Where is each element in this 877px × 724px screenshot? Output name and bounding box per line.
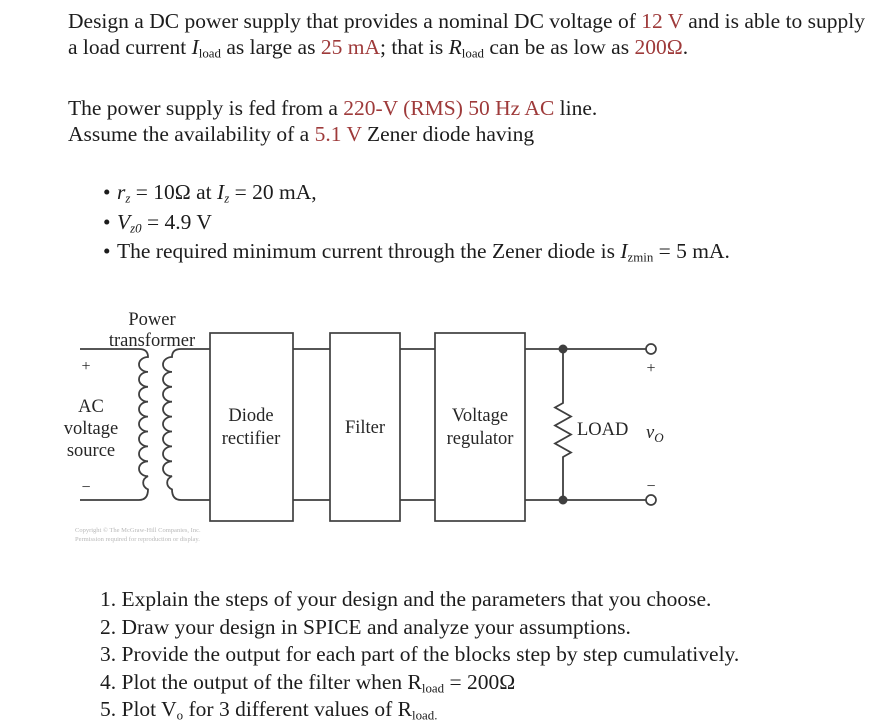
junction-dot xyxy=(559,496,566,503)
bullet-item xyxy=(103,237,730,267)
bullet-marker: • xyxy=(103,209,111,234)
task-list xyxy=(100,586,739,724)
output-voltage-label: $v_O$ xyxy=(646,423,664,445)
power-supply-block-diagram xyxy=(0,305,877,555)
supply-line-1: The power supply is fed from a 220-V (RMS) 50 Hz AC line. xyxy=(68,96,598,120)
load-label: LOAD xyxy=(577,420,629,440)
diode-rectifier-label-line2: rectifier xyxy=(221,429,281,449)
intro-line-2: a load current $I_{load}$ as large as 25 mA; that is $R_{load}$ can be as low as 200Ω. xyxy=(68,35,689,61)
task-item: 2. Draw your design in SPICE and analyze your assumptions. xyxy=(100,614,631,639)
source-minus-sign: − xyxy=(81,479,91,496)
bullet-text: The required minimum current through the Zener diode is $I_{zmin} = 5$ mA. xyxy=(117,239,730,265)
voltage-regulator-label-line2: regulator xyxy=(446,429,514,449)
task-item: 5. Plot $V_o$ for 3 different values of $R_{load.}$ xyxy=(100,697,438,723)
junction-dot xyxy=(559,345,566,352)
diode-rectifier-block xyxy=(210,333,293,521)
supply-paragraph xyxy=(68,95,597,147)
power-transformer-label-line2: transformer xyxy=(108,331,196,351)
bullet-text: $r_z = 10\Omega$ at $I_z = 20$ mA, xyxy=(117,180,317,206)
zener-bullet-list xyxy=(103,178,730,267)
task-item: 1. Explain the steps of your design and the parameters that you choose. xyxy=(100,587,712,611)
bullet-text: $V_{z0} = 4.9$ V xyxy=(117,209,212,236)
ac-source-label-line2: voltage xyxy=(63,419,119,439)
copyright-line1: Copyright © The McGraw-Hill Companies, Inc. xyxy=(75,527,201,534)
bullet-item xyxy=(103,208,730,238)
voltage-regulator-label-line1: Voltage xyxy=(451,406,509,426)
filter-label: Filter xyxy=(344,418,386,438)
load-resistor-icon xyxy=(555,349,571,500)
voltage-regulator-block xyxy=(435,333,525,521)
task-item: 3. Provide the output for each part of the blocks step by step cumulatively. xyxy=(100,642,740,666)
copyright-line2: Permission required for reproduction or display. xyxy=(75,536,200,543)
ac-source-label-line1: AC xyxy=(78,397,104,417)
bullet-item xyxy=(103,178,730,208)
bullet-marker: • xyxy=(103,180,111,204)
ac-source-label-line3: source xyxy=(66,441,116,461)
output-terminal-negative xyxy=(646,495,656,505)
bullet-marker: • xyxy=(103,239,111,263)
output-minus-sign: − xyxy=(646,478,656,495)
power-transformer-label-line1: Power xyxy=(128,310,176,330)
source-plus-sign: + xyxy=(81,358,91,375)
intro-paragraph xyxy=(68,8,865,60)
supply-line-2: Assume the availability of a 5.1 V Zener diode having xyxy=(68,122,535,146)
transformer-secondary-coil-icon xyxy=(163,349,210,500)
diode-rectifier-label-line1: Diode xyxy=(228,406,274,426)
output-plus-sign: + xyxy=(646,360,656,377)
task-item: 4. Plot the output of the filter when $R_{load} = 200\Omega$ xyxy=(100,669,516,696)
output-terminal-positive xyxy=(646,344,656,354)
intro-line-1: Design a DC power supply that provides a nominal DC voltage of 12 V and is able to supply xyxy=(68,9,866,33)
